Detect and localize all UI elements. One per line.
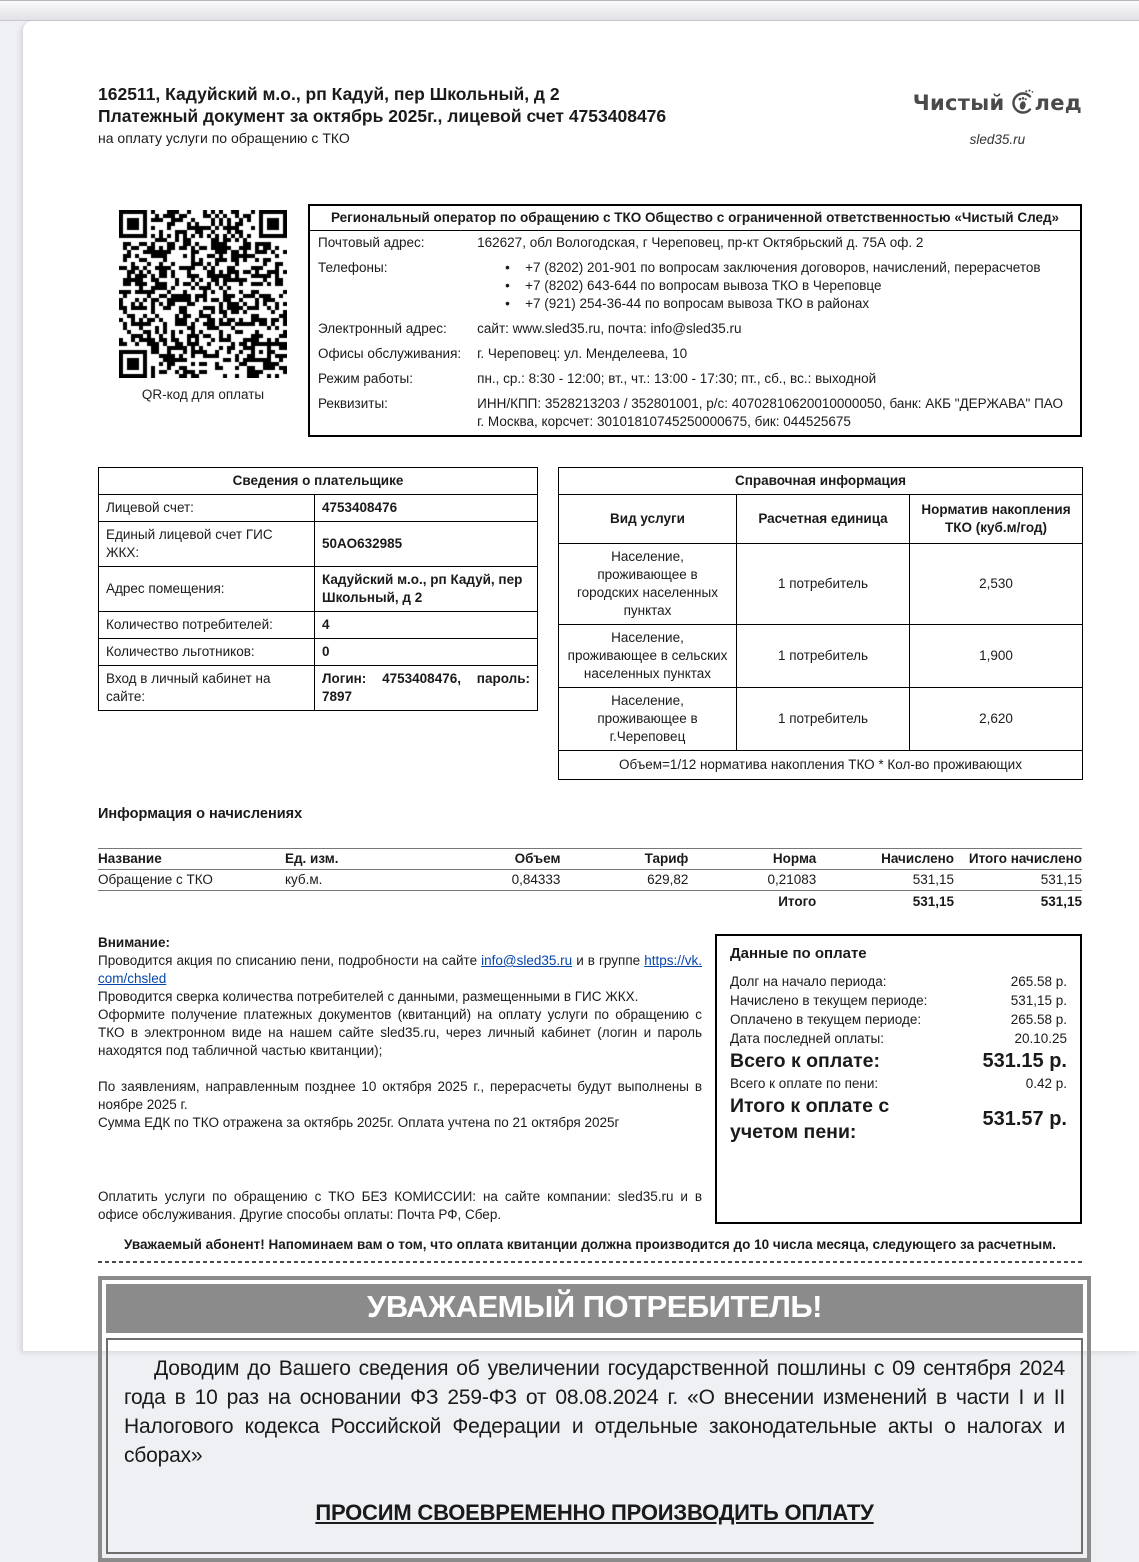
payment-reminder: Уважаемый абонент! Напоминаем вам о том, что оплата квитанции должна производится до 10 числа месяца, следующего за расчетным. (124, 1237, 1056, 1252)
charges-col-accrued: Начислено (816, 849, 954, 870)
reference-col-unit: Расчетная единица (737, 495, 910, 544)
qr-caption: QR-код для оплаты (141, 387, 265, 402)
charges-col-volume: Объем (452, 849, 560, 870)
payment-grand-label: Итого к оплате с учетом пени: (730, 1095, 890, 1143)
reference-norm: 2,530 (910, 544, 1083, 625)
payment-box-title: Данные по оплате (730, 945, 867, 962)
payment-value: 265.58 р. (1010, 974, 1067, 989)
logo-text-left: Чистый (912, 91, 1005, 115)
charge-unit: куб.м. (285, 870, 452, 891)
reference-col-service: Вид услуги (559, 495, 737, 544)
charges-section (98, 806, 1082, 912)
payer-row-label: Адрес помещения: (99, 567, 315, 612)
operator-phones-label: Телефоны: (318, 260, 388, 275)
banner-body (106, 1338, 1083, 1554)
payer-row-label: Количество потребителей: (99, 612, 315, 639)
notice-banner (98, 1276, 1091, 1562)
banner-footer-text: ПРОСИМ СВОЕВРЕМЕННО ПРОИЗВОДИТЬ ОПЛАТУ (315, 1500, 874, 1525)
reference-footnote-row (559, 751, 1083, 780)
attention-notes (98, 934, 702, 1224)
charges-total-accrued: 531,15 (912, 894, 955, 909)
operator-phone-1: • +7 (8202) 201-901 по вопросам заключения договоров, начислений, перерасчетов (477, 259, 1072, 277)
reference-footnote: Объем=1/12 норматива накопления ТКО * Кол-во проживающих (559, 751, 1083, 780)
reference-info-table (558, 467, 1083, 780)
reference-table-title: Справочная информация (559, 468, 1083, 495)
charges-col-tariff: Тариф (560, 849, 688, 870)
payer-row-value: 4 (315, 612, 538, 639)
operator-hours-label: Режим работы: (318, 371, 413, 386)
payment-row (730, 991, 1067, 1010)
payment-value: 20.10.25 (1014, 1031, 1067, 1046)
vk-group-link[interactable]: https://vk.com/chsled (98, 953, 702, 986)
reference-service: Население, проживающее в городских населенных пунктах (559, 544, 737, 625)
document-address-line: 162511, Кадуйский м.о., рп Кадуй, пер Школьный, д 2 (98, 84, 560, 104)
table-row (99, 639, 538, 666)
table-row (559, 625, 1083, 688)
info-tables-section (98, 467, 1082, 780)
payment-penalty-value: 0.42 р. (1025, 1076, 1067, 1091)
charge-norm: 0,21083 (688, 870, 816, 891)
payment-label: Начислено в текущем периоде: (730, 993, 928, 1008)
charges-total-row (98, 891, 1082, 913)
reference-unit: 1 потребитель (737, 544, 910, 625)
operator-table-title: Региональный оператор по обращению с ТКО Общество с ограниченной ответственностью «Чистый След» (309, 205, 1081, 231)
operator-email-label: Электронный адрес: (318, 321, 447, 336)
payment-total-label: Всего к оплате: (730, 1050, 880, 1072)
note-promo-text: Проводится акция по списанию пени, подробности на сайте (98, 953, 482, 968)
payment-total-row (730, 1048, 1067, 1074)
qr-code (119, 210, 287, 378)
dashed-separator (98, 1261, 1082, 1263)
charges-total-sum: 531,15 (1040, 894, 1082, 909)
payment-value: 531,15 р. (1010, 993, 1067, 1008)
document-title-line: Платежный документ за октябрь 2025г., лицевой счет 4753408476 (98, 106, 667, 126)
payment-total-value: 531.15 р. (982, 1050, 1067, 1072)
table-row (99, 666, 538, 711)
payment-data-box (715, 934, 1082, 1224)
operator-email-value: сайт: www.sled35.ru, почта: info@sled35.ru (477, 321, 742, 336)
payer-info-table (98, 467, 538, 711)
payer-row-value: 50АО632985 (315, 522, 538, 567)
viewer-top-edge (0, 0, 1139, 21)
payment-label: Оплачено в текущем периоде: (730, 1012, 922, 1027)
operator-phone-2: • +7 (8202) 643-644 по вопросам вывоза ТКО в Череповце (477, 277, 1072, 295)
banner-footer (124, 1500, 1065, 1526)
charges-col-norm: Норма (688, 849, 816, 870)
payer-row-label: Лицевой счет: (99, 495, 315, 522)
operator-requisites-label: Реквизиты: (318, 396, 388, 411)
payment-row (730, 972, 1067, 991)
footprint-logo-icon (1008, 89, 1036, 117)
payment-grand-total-row (730, 1093, 1067, 1145)
document-page (22, 21, 1139, 1525)
payer-table-title: Сведения о плательщике (99, 468, 538, 495)
payment-penalty-label: Всего к оплате по пени: (730, 1076, 879, 1091)
operator-phones-value (469, 256, 1081, 317)
note-recalc: По заявлениям, направленным позднее 10 октября 2025 г., перерасчеты будут выполнены в ноябре 2025 г. (98, 1079, 702, 1112)
operator-offices-value: г. Череповец: ул. Менделеева, 10 (477, 346, 688, 361)
note-verification: Проводится сверка количества потребителей с данными, размещенными в ГИС ЖКХ. (98, 989, 639, 1004)
charge-tariff: 629,82 (560, 870, 688, 891)
payer-login-value: Логин: 4753408476, пароль: 7897 (315, 666, 538, 711)
operator-postal-value: 162627, обл Вологодская, г Череповец, пр-кт Октябрьский д. 75А оф. 2 (477, 235, 924, 250)
note-edocs: Оформите получение платежных документов (квитанций) на оплату услуги по обращению с ТКО в электронном виде на нашем сайте sled35.ru, через личный кабинет (логин и пароль находятся под табличной частью квитанции); (98, 1007, 702, 1058)
payer-row-value: 0 (315, 639, 538, 666)
reference-col-norm: Норматив накопления ТКО (куб.м/год) (910, 495, 1083, 544)
table-row (98, 870, 1082, 891)
reference-unit: 1 потребитель (737, 688, 910, 751)
banner-title: УВАЖАЕМЫЙ ПОТРЕБИТЕЛЬ! (106, 1284, 1083, 1333)
table-row (99, 567, 538, 612)
qr-block (98, 204, 308, 437)
reference-service: Население, проживающее в г.Череповец (559, 688, 737, 751)
logo-text-right: лед (1034, 91, 1082, 115)
charge-accrued: 531,15 (816, 870, 954, 891)
payment-grand-value: 531.57 р. (982, 1108, 1067, 1130)
document-titles (98, 83, 666, 148)
payer-row-label: Вход в личный кабинет на сайте: (99, 666, 315, 711)
reference-norm: 2,620 (910, 688, 1083, 751)
note-edk: Сумма ЕДК по ТКО отражена за октябрь 2025г. Оплата учтена по 21 октября 2025г (98, 1115, 620, 1130)
note-no-commission: Оплатить услуги по обращению с ТКО БЕЗ КОМИССИИ: на сайте компании: sled35.ru и в офисе обслуживания. Другие способы оплаты: Почта РФ, Сбер. (98, 1189, 702, 1222)
payer-row-label: Количество льготников: (99, 639, 315, 666)
operator-hours-value: пн., ср.: 8:30 - 12:00; вт., чт.: 13:00 - 17:30; пт., сб., вс.: выходной (477, 371, 877, 386)
table-row (99, 522, 538, 567)
table-row (559, 544, 1083, 625)
reference-unit: 1 потребитель (737, 625, 910, 688)
table-row (559, 688, 1083, 751)
document-header (98, 83, 1082, 148)
payment-penalty-row (730, 1074, 1067, 1093)
charges-col-name: Название (98, 849, 285, 870)
charges-col-total: Итого начислено (954, 849, 1082, 870)
operator-phone-3: • +7 (921) 254-36-44 по вопросам вывоза ТКО в районах (477, 295, 1072, 313)
charge-total: 531,15 (954, 870, 1082, 891)
payment-row (730, 1010, 1067, 1029)
charges-total-label: Итого (778, 894, 817, 909)
payer-row-value: Кадуйский м.о., рп Кадуй, пер Школьный, д 2 (315, 567, 538, 612)
reference-header-row (559, 495, 1083, 544)
notes-and-payment-section (98, 934, 1082, 1224)
attention-label: Внимание: (98, 935, 170, 950)
qr-and-operator-section (98, 204, 1082, 437)
charges-header-row (98, 849, 1082, 870)
banner-text: Доводим до Вашего сведения об увеличении государственной пошлины с 09 сентября 2024 года в 10 раз на основании ФЗ 259-ФЗ от 08.08.2024 г. «О внесении изменений в части I и II Налогового кодекса Российской Федерации и отдельные законодательные акты о налогах и сборах» (124, 1357, 1065, 1467)
payment-row (730, 1029, 1067, 1048)
charge-name: Обращение с ТКО (98, 870, 285, 891)
payer-row-value: 4753408476 (315, 495, 538, 522)
operator-requisites-value: ИНН/КПП: 3528213203 / 352801001, р/с: 40702810620010000050, банк: АКБ "ДЕРЖАВА" ПАО г. Москва, корсчет: 30101810745250000675, бик: 044525675 (477, 396, 1063, 429)
payment-label: Долг на начало периода: (730, 974, 887, 989)
note-promo-middle: и в группе (572, 953, 645, 968)
table-row (99, 612, 538, 639)
operator-offices-label: Офисы обслуживания: (318, 346, 462, 361)
email-link[interactable]: info@sled35.ru (481, 953, 573, 968)
payment-value: 265.58 р. (1010, 1012, 1067, 1027)
company-logo-name (913, 89, 1082, 117)
payer-row-label: Единый лицевой счет ГИС ЖКХ: (99, 522, 315, 567)
charges-table (98, 848, 1082, 912)
charges-col-unit: Ед. изм. (285, 849, 452, 870)
charges-title: Информация о начислениях (98, 806, 303, 822)
regional-operator-table (308, 204, 1082, 437)
company-logo (913, 89, 1082, 147)
reference-service: Население, проживающее в сельских населенных пунктах (559, 625, 737, 688)
note-promo (98, 952, 702, 988)
logo-site-url: sled35.ru (969, 132, 1026, 147)
operator-postal-label: Почтовый адрес: (318, 235, 425, 250)
table-row (99, 495, 538, 522)
reference-norm: 1,900 (910, 625, 1083, 688)
document-subtitle: на оплату услуги по обращению с ТКО (98, 130, 350, 146)
payment-label: Дата последней оплаты: (730, 1031, 884, 1046)
charge-volume: 0,84333 (452, 870, 560, 891)
